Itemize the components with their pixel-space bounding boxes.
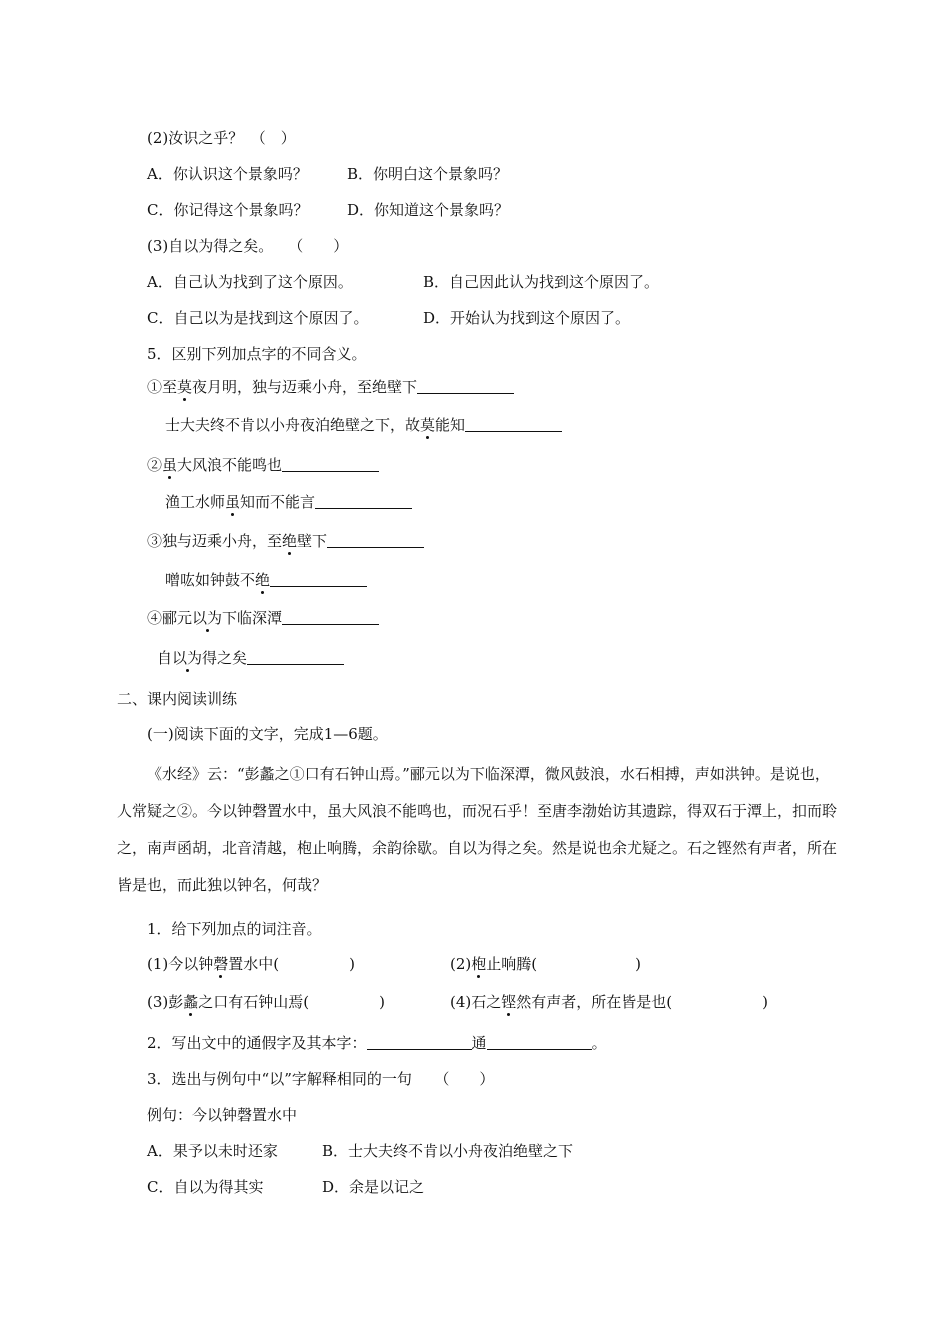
answer-blank[interactable] xyxy=(315,493,412,509)
reading-passage: 《水经》云：“彭蠡之①口有石钟山焉。”郦元以为下临深潭，微风鼓浪，水石相搏，声如洪钟。是说也，人常疑之②。今以钟磬置水中，虽大风浪不能鸣也，而况石乎！至唐李渤始访其遗踪，得双石于潭上，扣而聆之，南声函胡，北音清越，枹止响腾，余韵徐歇。自以为得之矣。然是说也余尤疑之。石之铿然有声者，所在皆是也，而此独以钟名，何哉？ xyxy=(117,765,838,894)
answer-blank[interactable] xyxy=(465,416,562,432)
q4-2-option-b: B．你明白这个景象吗？ xyxy=(347,165,509,183)
r3-option-d: D．余是以记之 xyxy=(322,1178,425,1196)
r1-title: 1．给下列加点的词注音。 xyxy=(147,920,322,938)
r3-option-a: A．果予以未时还家 xyxy=(147,1142,278,1160)
answer-blank[interactable] xyxy=(282,609,379,625)
answer-blank[interactable] xyxy=(327,532,424,548)
r1-item-2: (2)枹止响腾( ) xyxy=(450,955,641,973)
q4-3-option-c: C．自己以为是找到这个原因了。 xyxy=(147,309,369,327)
r1-item-4: (4)石之铿然有声者，所在皆是也( ) xyxy=(450,993,768,1011)
answer-blank[interactable] xyxy=(282,456,379,472)
r1-item-1: (1)今以钟磬置水中( ) xyxy=(147,955,355,973)
q5-item-4b: 自以为得之矣 xyxy=(157,647,344,669)
q5-title: 5．区别下列加点字的不同含义。 xyxy=(147,345,367,363)
r3-example: 例句：今以钟磬置水中 xyxy=(147,1106,298,1124)
q4-3-option-b: B．自己因此认为找到这个原因了。 xyxy=(423,273,660,291)
answer-blank[interactable] xyxy=(367,1034,472,1050)
answer-blank[interactable] xyxy=(487,1034,592,1050)
q4-2-option-c: C．你记得这个景象吗？ xyxy=(147,201,309,219)
q4-3-option-d: D．开始认为找到这个原因了。 xyxy=(423,309,631,327)
q5-item-2a: ②虽大风浪不能鸣也 xyxy=(147,454,379,476)
q5-item-3b: 噌吰如钟鼓不绝 xyxy=(165,569,367,591)
r3-option-c: C．自以为得其实 xyxy=(147,1178,264,1196)
answer-blank[interactable] xyxy=(270,571,367,587)
q5-item-1a: ①至莫夜月明，独与迈乘小舟，至绝壁下 xyxy=(147,376,514,398)
r3-option-b: B．士大夫终不肯以小舟夜泊绝壁之下 xyxy=(322,1142,574,1160)
q5-item-4a: ④郦元以为下临深潭 xyxy=(147,607,379,629)
q4-2-option-a: A．你认识这个景象吗？ xyxy=(147,165,308,183)
reading-intro: (一)阅读下面的文字，完成1—6题。 xyxy=(147,725,388,743)
q5-item-1b: 士大夫终不肯以小舟夜泊绝壁之下，故莫能知 xyxy=(165,414,562,436)
q4-2-option-d: D．你知道这个景象吗？ xyxy=(347,201,510,219)
q4-3-stem: (3)自以为得之矣。 （ ） xyxy=(147,237,349,255)
q4-2-stem: (2)汝识之乎？ （ ） xyxy=(147,129,296,147)
r2-question: 2．写出文中的通假字及其本字： 通 。 xyxy=(147,1034,607,1052)
answer-blank[interactable] xyxy=(247,649,344,665)
section-2-title: 二、课内阅读训练 xyxy=(117,690,238,708)
r3-title: 3．选出与例句中“以”字解释相同的一句 （ ） xyxy=(147,1070,495,1088)
r1-item-3: (3)彭蠡之口有石钟山焉( ) xyxy=(147,993,385,1011)
answer-blank[interactable] xyxy=(417,378,514,394)
q5-item-3a: ③独与迈乘小舟，至绝壁下 xyxy=(147,530,424,552)
q4-3-option-a: A．自己认为找到了这个原因。 xyxy=(147,273,353,291)
q5-item-2b: 渔工水师虽知而不能言 xyxy=(165,491,412,513)
